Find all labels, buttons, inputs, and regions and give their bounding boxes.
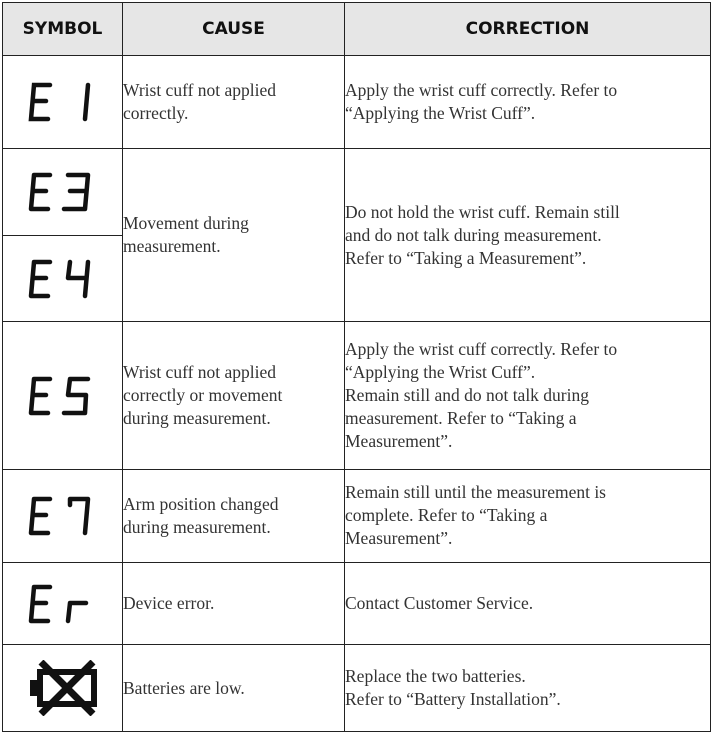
e7-symbol-icon (28, 495, 98, 537)
error-code-table (2, 2, 711, 732)
er-symbol-icon (28, 583, 98, 625)
table-row (3, 56, 711, 149)
symbol-cell (3, 562, 123, 644)
symbol-column-header: SYMBOL (3, 3, 123, 56)
cause-cell: Arm position changed during measurement. (123, 469, 345, 562)
e3-symbol-icon (28, 171, 98, 213)
correction-cell: Replace the two batteries. Refer to “Battery Installation”. (345, 645, 711, 732)
symbol-cell (3, 469, 123, 562)
e5-symbol-icon (28, 375, 98, 417)
cause-cell: Batteries are low. (123, 645, 345, 732)
correction-column-header: CORRECTION (345, 3, 711, 56)
cause-cell: Wrist cuff not applied correctly. (123, 56, 345, 149)
low-battery-icon (27, 660, 99, 716)
header-row (3, 3, 711, 56)
symbol-cell (3, 56, 123, 149)
symbol-cell (3, 645, 123, 732)
e1-symbol-icon (28, 81, 98, 123)
correction-cell: Apply the wrist cuff correctly. Refer to “Applying the Wrist Cuff”. Remain still and do not talk during measurement. Refer to “Taking a Measurement”. (345, 322, 711, 469)
cause-cell: Device error. (123, 562, 345, 644)
symbol-cell (3, 235, 123, 322)
cause-column-header: CAUSE (123, 3, 345, 56)
table-row (3, 645, 711, 732)
correction-cell: Remain still until the measurement is complete. Refer to “Taking a Measurement”. (345, 469, 711, 562)
correction-cell: Apply the wrist cuff correctly. Refer to “Applying the Wrist Cuff”. (345, 56, 711, 149)
e4-symbol-icon (28, 258, 98, 300)
correction-cell: Do not hold the wrist cuff. Remain still and do not talk during measurement. Refer to “Taking a Measurement”. (345, 149, 711, 322)
correction-cell: Contact Customer Service. (345, 562, 711, 644)
symbol-cell (3, 149, 123, 236)
table-row (3, 469, 711, 562)
cause-cell: Movement during measurement. (123, 149, 345, 322)
symbol-cell (3, 322, 123, 469)
cause-cell: Wrist cuff not applied correctly or movement during measurement. (123, 322, 345, 469)
table-row (3, 149, 711, 236)
table-row (3, 322, 711, 469)
table-row (3, 562, 711, 644)
